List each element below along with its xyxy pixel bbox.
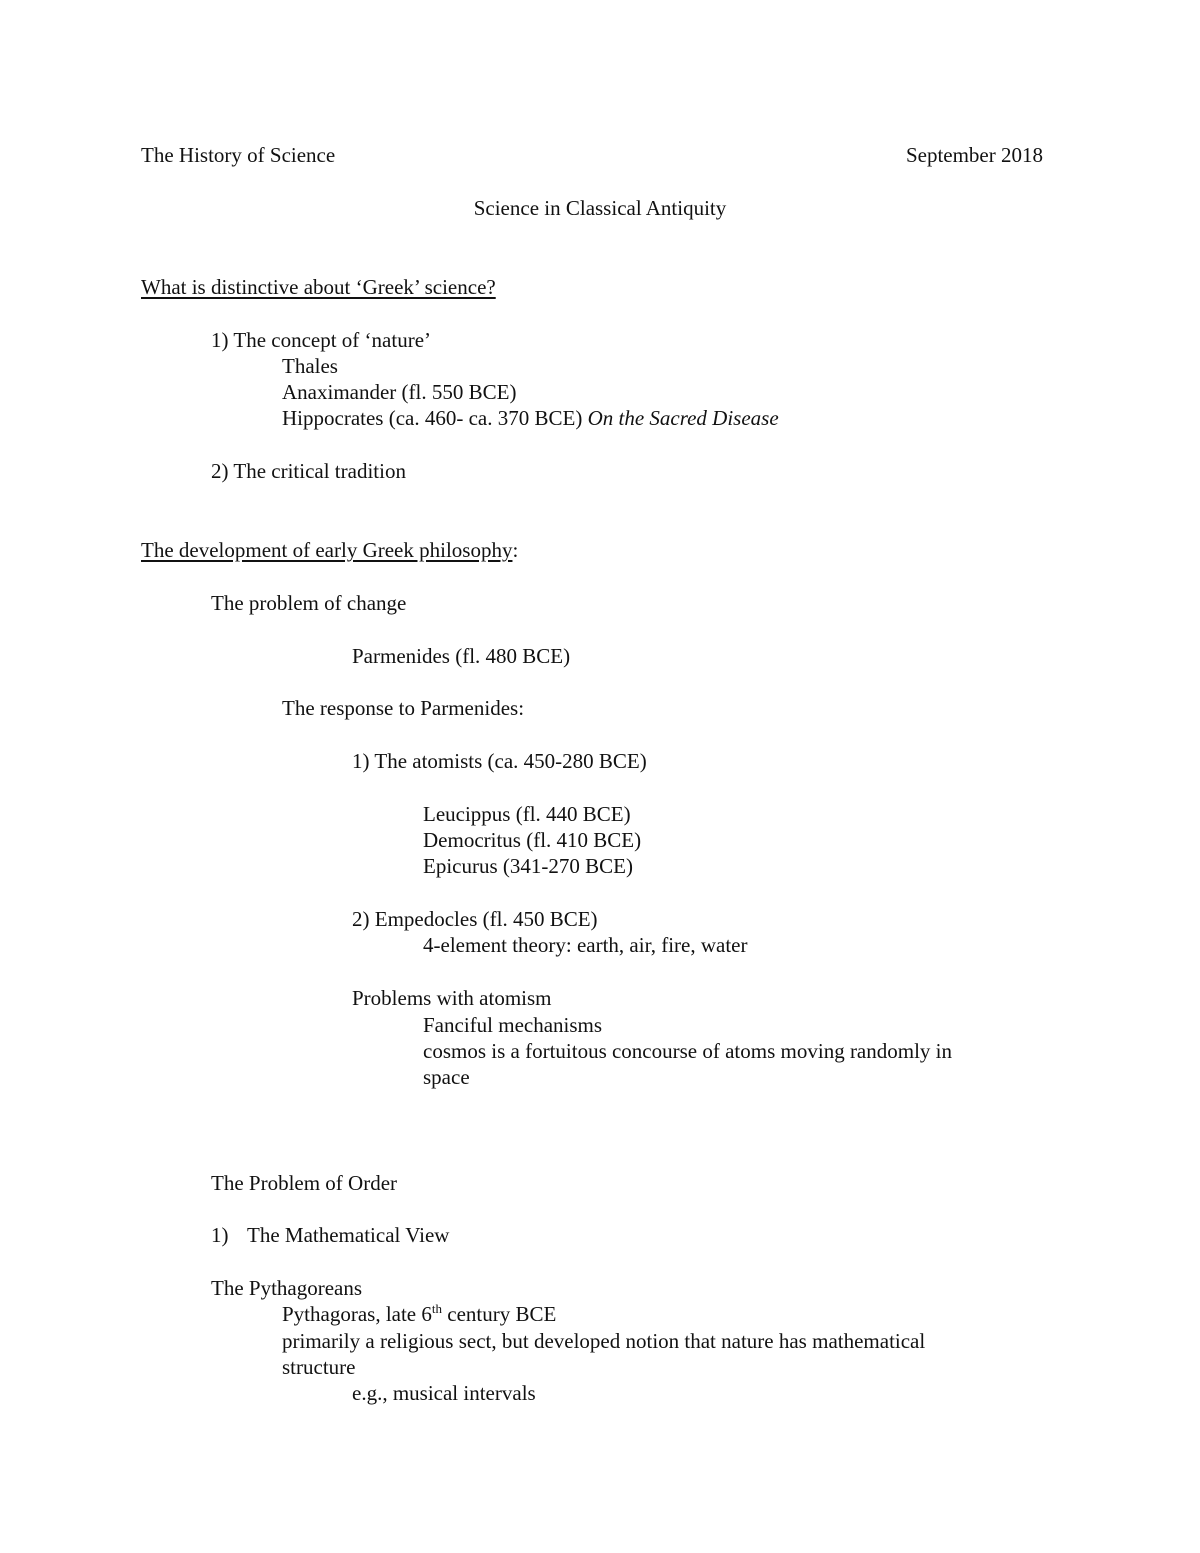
thinker-hippocrates (282, 405, 779, 431)
point-atomists: 1) The atomists (ca. 450-280 BCE) (352, 749, 647, 773)
the-pythagoreans: The Pythagoreans (211, 1276, 363, 1300)
hippocrates-text: Hippocrates (ca. 460- ca. 370 BCE) (282, 406, 583, 430)
point-mathematical-view (211, 1222, 450, 1248)
point-empedocles: 2) Empedocles (fl. 450 BCE) (352, 907, 598, 931)
pythagoras-line (282, 1301, 556, 1327)
thinker-epicurus: Epicurus (341-270 BCE) (423, 854, 633, 878)
religious-sect-line-2: structure (282, 1355, 356, 1379)
cosmos-line-1: cosmos is a fortuitous concourse of atoms moving randomly in (423, 1039, 953, 1063)
problems-with-atomism: Problems with atomism (352, 986, 552, 1010)
cosmos-line-2: space (423, 1065, 470, 1089)
page-title: Science in Classical Antiquity (473, 196, 727, 220)
ordinal-suffix: th (431, 1301, 443, 1316)
development-heading-text: The development of early Greek philosophy (141, 538, 513, 562)
musical-intervals-example: e.g., musical intervals (352, 1381, 536, 1405)
mathematical-view-text: The Mathematical View (247, 1223, 450, 1247)
religious-sect-line-1: primarily a religious sect, but developed notion that nature has mathematical (282, 1329, 926, 1353)
response-to-parmenides: The response to Parmenides: (282, 696, 525, 720)
course-title: The History of Science (141, 143, 336, 167)
mathematical-view-number: 1) (211, 1223, 229, 1247)
problem-of-change: The problem of change (211, 591, 407, 615)
pythagoras-century: century BCE (442, 1302, 557, 1326)
thinker-leucippus: Leucippus (fl. 440 BCE) (423, 802, 631, 826)
hippocrates-work-title: On the Sacred Disease (587, 406, 779, 430)
pythagoras-text: Pythagoras, late 6 (282, 1302, 432, 1326)
point-concept-of-nature: 1) The concept of ‘nature’ (211, 328, 432, 352)
document-date: September 2018 (905, 143, 1043, 167)
point-critical-tradition: 2) The critical tradition (211, 459, 406, 483)
element-theory: 4-element theory: earth, air, fire, water (423, 933, 748, 957)
thinker-parmenides: Parmenides (fl. 480 BCE) (352, 644, 571, 668)
thinker-thales: Thales (282, 354, 338, 378)
fanciful-mechanisms: Fanciful mechanisms (423, 1013, 603, 1037)
section-heading-distinctive: What is distinctive about ‘Greek’ science? (141, 275, 496, 299)
development-heading-colon: : (512, 538, 519, 562)
problem-of-order: The Problem of Order (211, 1171, 398, 1195)
thinker-anaximander: Anaximander (fl. 550 BCE) (282, 380, 517, 404)
section-heading-development (141, 537, 518, 563)
thinker-democritus: Democritus (fl. 410 BCE) (423, 828, 642, 852)
